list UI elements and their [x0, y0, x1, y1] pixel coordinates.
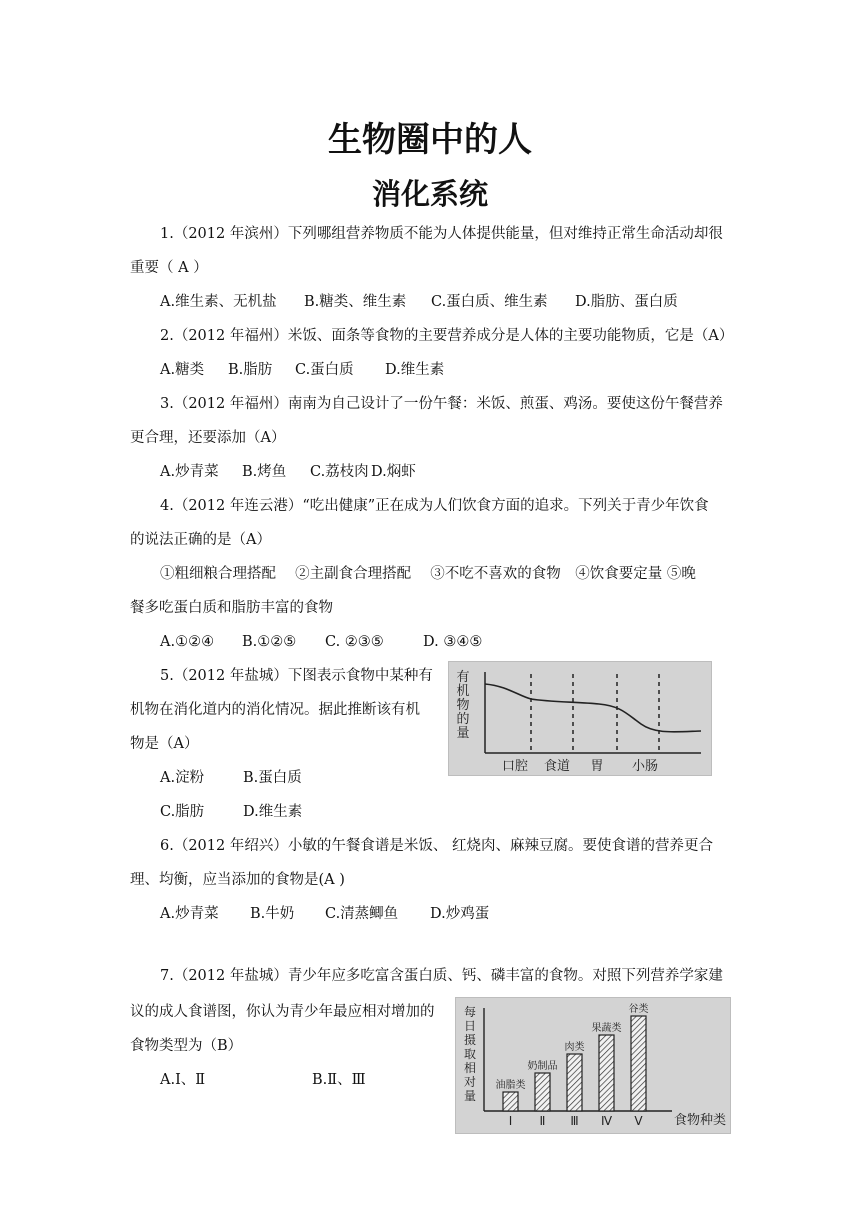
q2-option-c: C.蛋白质 [295, 362, 354, 378]
q5-options-row1 [160, 768, 302, 788]
y-axis-label [464, 1004, 476, 1103]
q3-option-c: C.荔枝肉 [310, 464, 369, 480]
section-title: 消化系统 [371, 177, 488, 211]
q4-stem: 4.（2012 年连云港）“吃出健康”正在成为人们饮食方面的追求。下列关于青少年饮食 [160, 498, 709, 514]
bar-label: 油脂类 [495, 1080, 526, 1091]
q4-statements-cont: 餐多吃蛋白质和脂肪丰富的食物 [130, 600, 333, 616]
q7-stem: 7.（2012 年盐城）青少年应多吃富含蛋白质、钙、磷丰富的食物。对照下列营养学家建 [160, 968, 723, 984]
x-tick-label: Ⅲ [570, 1114, 579, 1128]
y-label-char: 有 [456, 670, 470, 685]
bar [567, 1054, 582, 1111]
bar-label: 果蔬类 [591, 1023, 622, 1034]
bar [599, 1035, 614, 1111]
y-label-char: 摄 [463, 1033, 477, 1047]
q7-option-b: B.Ⅱ、Ⅲ [312, 1072, 366, 1088]
q2-options [160, 360, 444, 380]
q5-stem-cont: 机物在消化道内的消化情况。据此推断该有机 [130, 702, 420, 718]
y-label-char: 取 [463, 1047, 477, 1061]
q6-option-a: A.炒青菜 [160, 906, 219, 922]
y-label-char: 每 [463, 1005, 477, 1019]
y-label-char: 量 [456, 726, 470, 741]
y-label-char: 相 [463, 1061, 477, 1075]
digestion-curve [485, 684, 701, 732]
q5-stem-cont2: 物是（A） [130, 736, 199, 752]
q4-option-d: D. ③④⑤ [423, 634, 483, 650]
q1-option-c: C.蛋白质、维生素 [431, 294, 548, 310]
q6-option-d: D.炒鸡蛋 [430, 906, 490, 922]
q5-option-c: C.脂肪 [160, 804, 205, 820]
q4-options [160, 632, 482, 652]
q6-stem-cont: 理、均衡，应当添加的食物是(A ) [130, 872, 345, 888]
q5-options-row2 [160, 802, 302, 822]
bar-label: 谷类 [628, 1004, 649, 1015]
y-label-char: 机 [456, 684, 470, 699]
q1-stem: 1.（2012 年滨州）下列哪组营养物质不能为人体提供能量，但对维持正常生命活动却很 [160, 226, 723, 242]
q3-option-a: A.炒青菜 [160, 464, 219, 480]
q4-option-b: B.①②⑤ [242, 634, 297, 650]
y-axis-label [456, 670, 469, 741]
q7-stem-cont: 议的成人食谱图，你认为青少年最应相对增加的 [130, 1004, 435, 1020]
y-label-char: 对 [463, 1075, 477, 1089]
x-label-esophagus: 食道 [543, 759, 571, 774]
x-label-mouth: 口腔 [501, 759, 529, 774]
q6-options [160, 904, 489, 924]
bar [631, 1016, 646, 1111]
q1-option-a: A.维生素、无机盐 [160, 294, 277, 310]
x-label-stomach: 胃 [590, 759, 604, 774]
bar [503, 1092, 518, 1111]
x-tick-label: Ⅴ [634, 1114, 643, 1128]
x-tick-label: Ⅱ [539, 1114, 546, 1128]
q5-option-d: D.维生素 [243, 804, 303, 820]
q6-option-b: B.牛奶 [250, 906, 295, 922]
y-label-char: 量 [463, 1089, 477, 1103]
q3-options [160, 462, 416, 482]
q3-stem: 3.（2012 年福州）南南为自己设计了一份午餐：米饭、煎蛋、鸡汤。要使这份午餐营养 [160, 396, 723, 412]
q7-option-a: A.Ⅰ、Ⅱ [160, 1072, 206, 1088]
q3-option-d: D.焖虾 [371, 464, 416, 480]
q7-options [160, 1070, 366, 1090]
q3-stem-cont: 更合理，还要添加（A） [130, 430, 286, 446]
q2-stem: 2.（2012 年福州）米饭、面条等食物的主要营养成分是人体的主要功能物质，它是（A） [160, 328, 734, 344]
food-intake-bar-chart [455, 997, 731, 1134]
x-tick-label: Ⅳ [600, 1114, 613, 1128]
q2-option-d: D.维生素 [385, 362, 445, 378]
x-tick-label: Ⅰ [508, 1114, 513, 1128]
q1-option-d: D.脂肪、蛋白质 [575, 294, 678, 310]
q5-option-b: B.蛋白质 [243, 770, 302, 786]
bar [535, 1073, 550, 1111]
y-label-char: 日 [463, 1019, 477, 1033]
q5-option-a: A.淀粉 [160, 770, 205, 786]
q7-stem-cont2: 食物类型为（B） [130, 1038, 243, 1054]
q4-option-c: C. ②③⑤ [325, 634, 384, 650]
x-axis-label: 食物种类 [674, 1113, 727, 1128]
q4-statements: ①粗细粮合理搭配 ②主副食合理搭配 ③不吃不喜欢的食物 ④饮食要定量 ⑤晚 [160, 566, 696, 582]
q1-option-b: B.糖类、维生素 [304, 294, 407, 310]
q2-option-b: B.脂肪 [228, 362, 273, 378]
y-label-char: 物 [456, 698, 470, 713]
digestion-curve-figure [448, 661, 712, 776]
q5-stem: 5.（2012 年盐城）下图表示食物中某种有 [160, 668, 433, 684]
y-label-char: 的 [456, 712, 470, 727]
q3-option-b: B.烤鱼 [242, 464, 287, 480]
bar-label: 奶制品 [527, 1061, 558, 1072]
q1-options [160, 292, 678, 312]
q2-option-a: A.糖类 [160, 362, 205, 378]
page-title: 生物圈中的人 [328, 120, 532, 160]
q6-option-c: C.清蒸鲫鱼 [325, 906, 399, 922]
bar-label: 肉类 [564, 1042, 585, 1053]
q6-stem: 6.（2012 年绍兴）小敏的午餐食谱是米饭、 红烧肉、麻辣豆腐。要使食谱的营养更合 [160, 838, 713, 854]
q1-stem-cont: 重要（ A ） [130, 260, 208, 276]
x-label-small-intestine: 小肠 [631, 759, 659, 774]
q4-option-a: A.①②④ [160, 634, 215, 650]
q4-stem-cont: 的说法正确的是（A） [130, 532, 271, 548]
